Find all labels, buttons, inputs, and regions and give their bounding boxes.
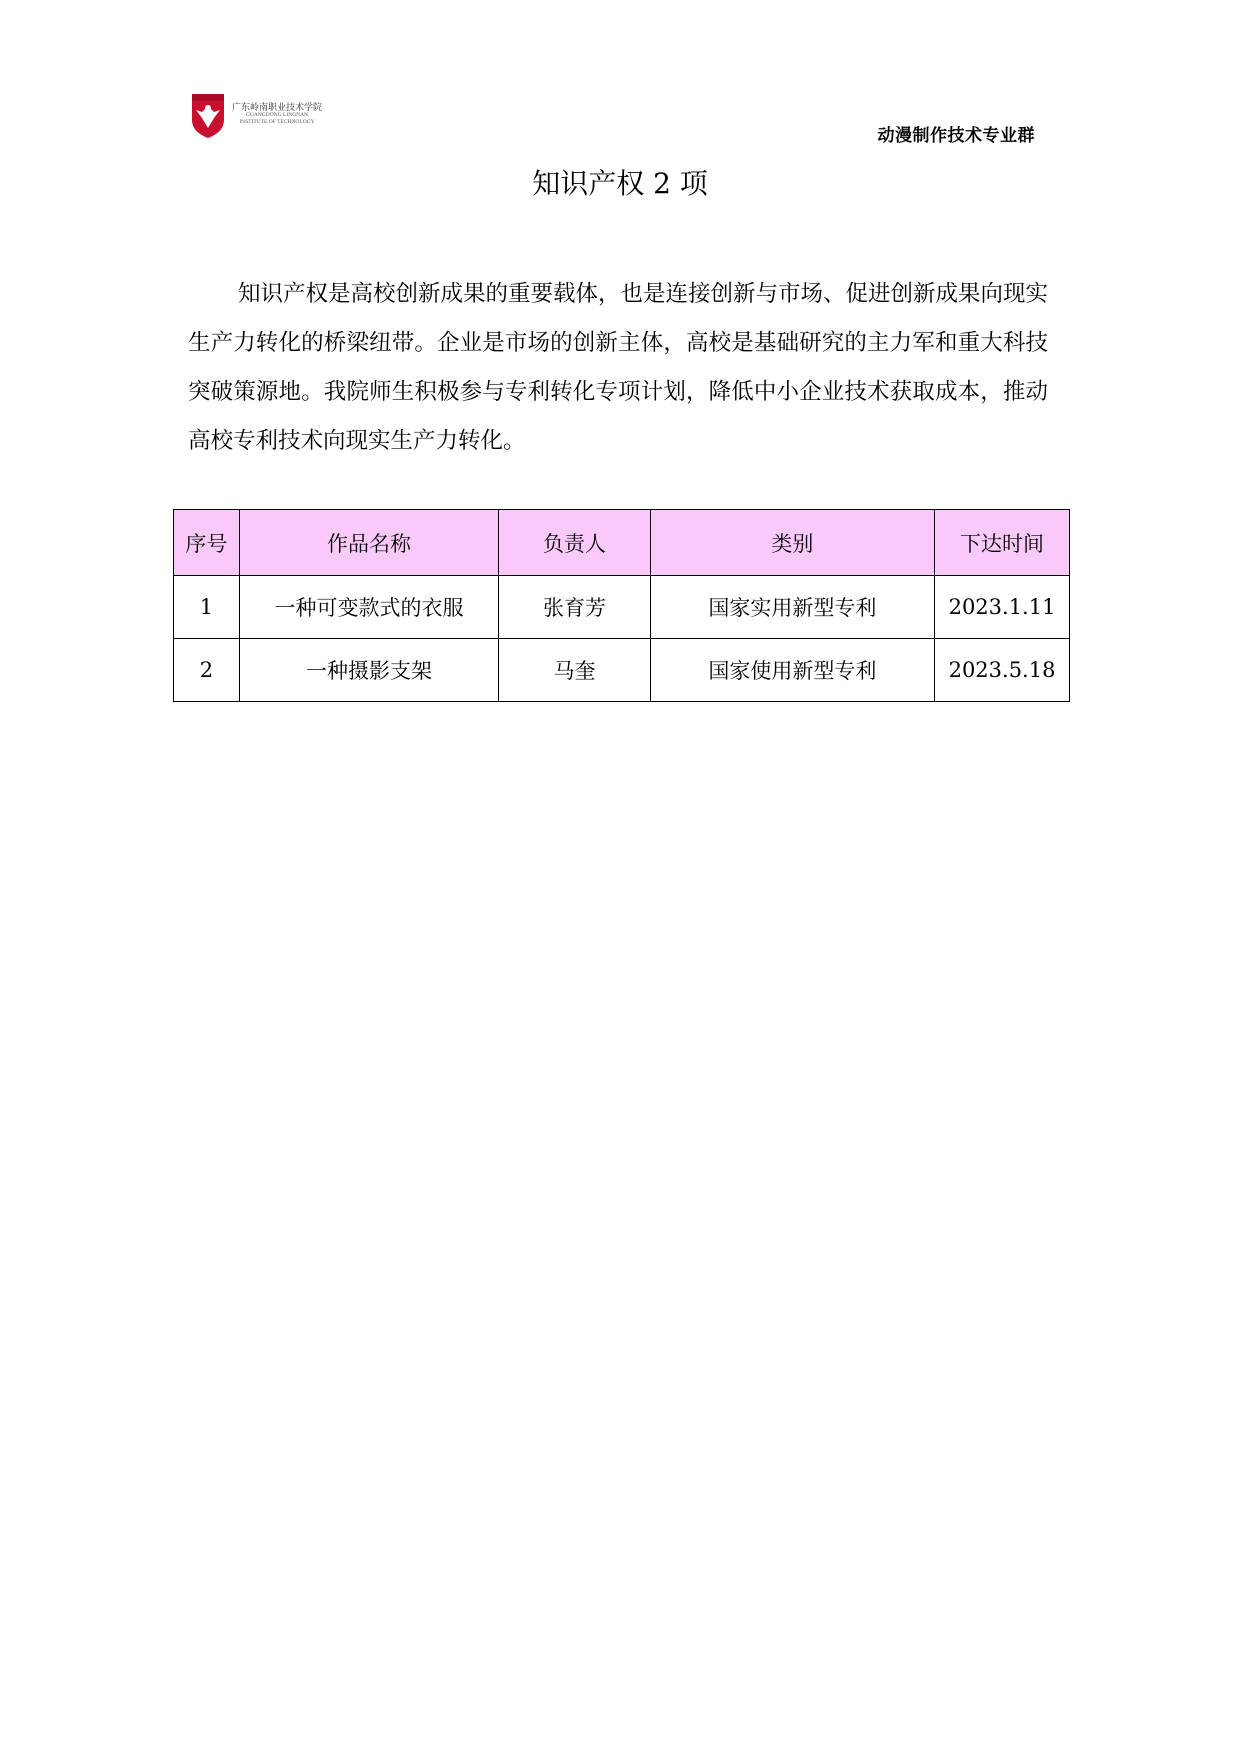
logo-name-en: GUANGDONG LINGNAN INSTITUTE OF TECHNOLOGY bbox=[239, 112, 315, 125]
cell-date: 2023.1.11 bbox=[935, 576, 1070, 639]
column-header-no: 序号 bbox=[174, 510, 240, 576]
table-row bbox=[174, 639, 1070, 702]
column-header-name: 作品名称 bbox=[239, 510, 498, 576]
intro-paragraph: 知识产权是高校创新成果的重要载体，也是连接创新与市场、促进创新成果向现实生产力转化的桥梁纽带。企业是市场的创新主体，高校是基础研究的主力军和重大科技突破策源地。我院师生积极参与专利转化专项计划，降低中小企业技术获取成本，推动高校专利技术向现实生产力转化。 bbox=[188, 281, 1049, 454]
cell-name: 一种可变款式的衣服 bbox=[239, 576, 498, 639]
cell-owner: 张育芳 bbox=[499, 576, 651, 639]
column-header-date: 下达时间 bbox=[935, 510, 1070, 576]
department-header: 动漫制作技术专业群 bbox=[877, 126, 1035, 146]
shield-emblem-icon bbox=[190, 92, 226, 140]
cell-owner: 马奎 bbox=[499, 639, 651, 702]
ip-table bbox=[173, 509, 1070, 702]
column-header-type: 类别 bbox=[650, 510, 934, 576]
table-header-row bbox=[174, 510, 1070, 576]
cell-date: 2023.5.18 bbox=[935, 639, 1070, 702]
cell-type: 国家使用新型专利 bbox=[650, 639, 934, 702]
table-row bbox=[174, 576, 1070, 639]
cell-name: 一种摄影支架 bbox=[239, 639, 498, 702]
page-title: 知识产权 2 项 bbox=[532, 167, 708, 200]
column-header-owner: 负责人 bbox=[499, 510, 651, 576]
cell-no: 1 bbox=[174, 576, 240, 639]
logo-name-cn: 广东岭南职业技术学院 bbox=[232, 103, 323, 113]
cell-type: 国家实用新型专利 bbox=[650, 576, 934, 639]
cell-no: 2 bbox=[174, 639, 240, 702]
school-logo bbox=[190, 92, 330, 140]
